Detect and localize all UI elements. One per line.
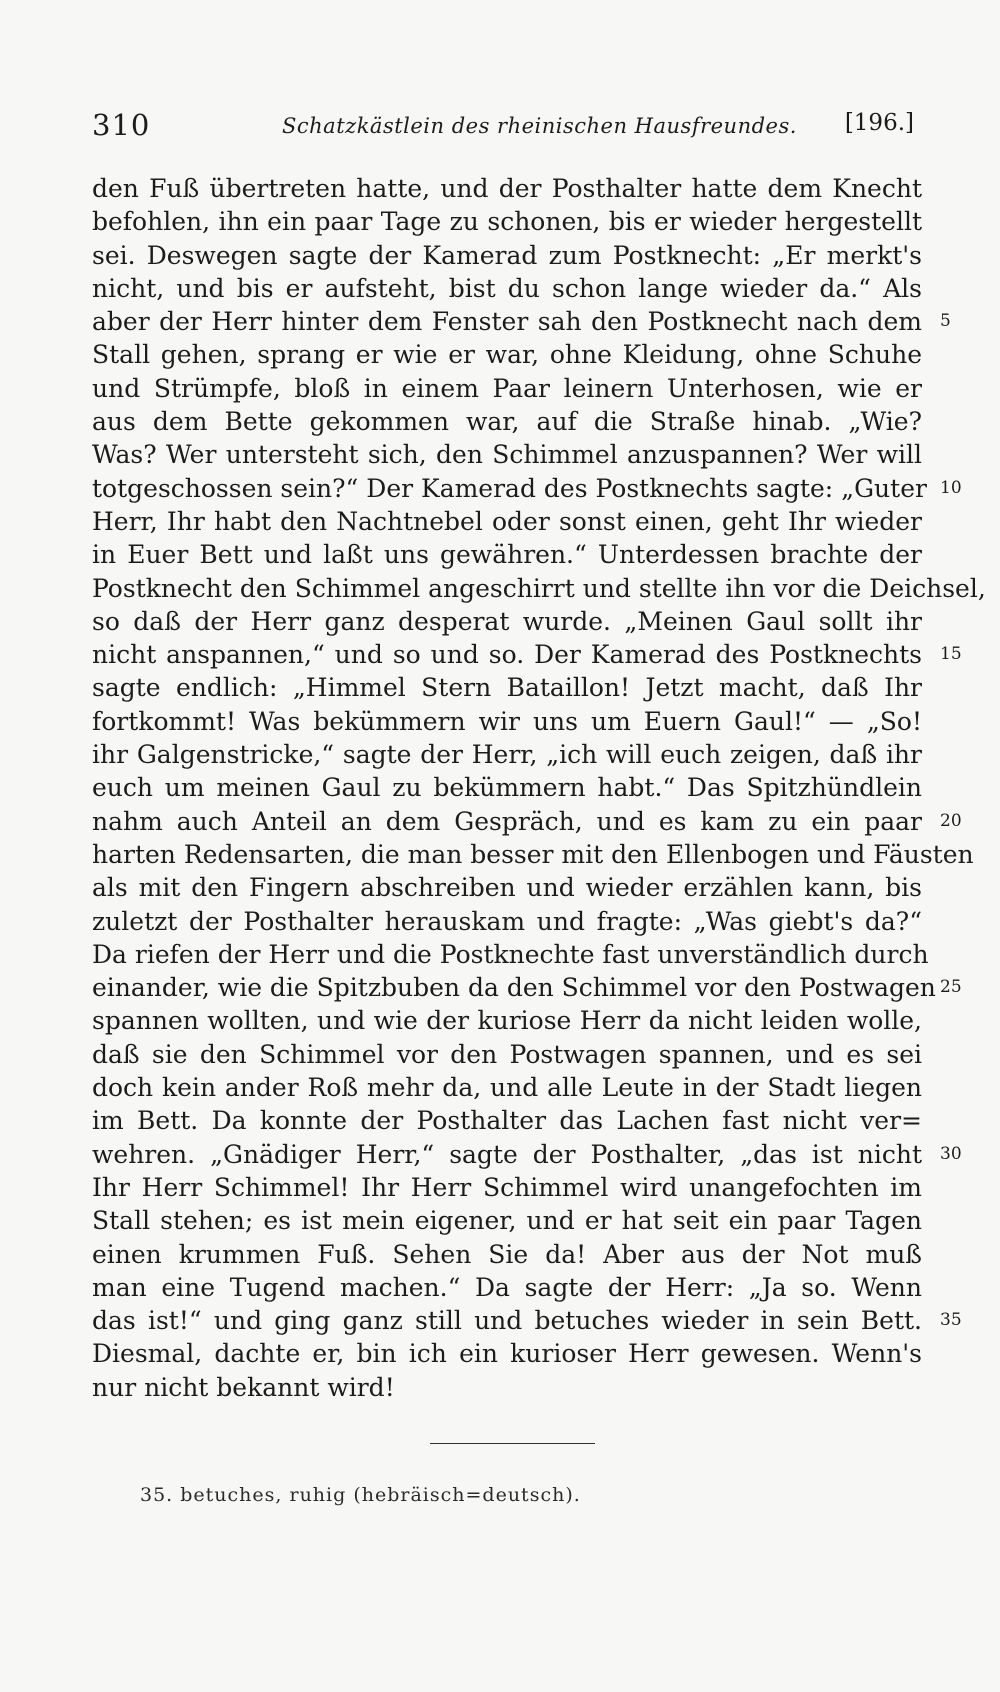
text-line	[92, 1371, 922, 1404]
text-line	[92, 172, 922, 205]
line-text: totgeschossen sein?“ Der Kamerad des Postknechts sagte: „Guter	[92, 473, 927, 503]
line-text: Postknecht den Schimmel angeschirrt und stellte ihn vor die Deichsel,	[92, 573, 986, 603]
line-text: zuletzt der Posthalter herauskam und fragte: „Was giebt's da?“	[92, 906, 922, 936]
line-text: Stall stehen; es ist mein eigener, und er hat seit ein paar Tagen	[92, 1206, 922, 1236]
text-line	[92, 1104, 922, 1137]
line-text: ihr Galgenstricke,“ sagte der Herr, „ich will euch zeigen, daß ihr	[92, 740, 922, 770]
text-line	[92, 838, 974, 871]
text-line	[92, 239, 922, 272]
line-text: nur nicht bekannt wird!	[92, 1372, 395, 1402]
text-line	[92, 971, 962, 1004]
line-text: nicht anspannen,“ und so und so. Der Kamerad des Postknechts	[92, 640, 922, 670]
line-text: aus dem Bette gekommen war, auf die Straße hinab. „Wie?	[92, 407, 922, 437]
text-line	[92, 771, 922, 804]
text-line	[92, 338, 922, 371]
text-line	[92, 1138, 962, 1171]
line-text: spannen wollten, und wie der kuriose Herr da nicht leiden wolle,	[92, 1006, 922, 1036]
text-line	[92, 1238, 922, 1271]
text-line	[92, 605, 922, 638]
text-line	[92, 1304, 962, 1337]
line-text: im Bett. Da konnte der Posthalter das Lachen fast nicht ver=	[92, 1106, 922, 1136]
text-line	[92, 1337, 922, 1370]
text-line	[92, 1171, 922, 1204]
line-number: 20	[940, 810, 962, 831]
text-line	[92, 272, 922, 305]
line-text: sagte endlich: „Himmel Stern Bataillon! Jetzt macht, daß Ihr	[92, 673, 922, 703]
text-line	[92, 738, 922, 771]
text-line	[92, 1204, 922, 1237]
line-text: nicht, und bis er aufsteht, bist du schon lange wieder da.“ Als	[92, 273, 922, 303]
line-text: den Fuß übertreten hatte, und der Posthalter hatte dem Knecht	[92, 174, 922, 203]
line-text: einander, wie die Spitzbuben da den Schimmel vor den Postwagen	[92, 973, 936, 1003]
line-text: Diesmal, dachte er, bin ich ein kurioser Herr gewesen. Wenn's	[92, 1339, 922, 1369]
line-text: befohlen, ihn ein paar Tage zu schonen, bis er wieder hergestellt	[92, 207, 922, 237]
text-line	[92, 538, 922, 571]
text-line	[92, 438, 922, 471]
line-text: einen krummen Fuß. Sehen Sie da! Aber aus der Not muß	[92, 1239, 922, 1269]
line-number: 5	[940, 311, 951, 332]
line-text: daß sie den Schimmel vor den Postwagen spannen, und es sei	[92, 1039, 922, 1069]
line-text: doch kein ander Roß mehr da, und alle Leute in der Stadt liegen	[92, 1073, 922, 1103]
line-number: 25	[940, 977, 962, 998]
text-line	[92, 671, 922, 704]
footnote-divider	[430, 1443, 595, 1444]
line-text: so daß der Herr ganz desperat wurde. „Meinen Gaul sollt ihr	[92, 606, 922, 636]
text-line	[92, 305, 951, 338]
line-text: aber der Herr hinter dem Fenster sah den Postknecht nach dem	[92, 307, 922, 337]
line-text: Ihr Herr Schimmel! Ihr Herr Schimmel wird unangefochten im	[92, 1172, 922, 1202]
text-line	[92, 805, 962, 838]
text-line	[92, 1038, 922, 1071]
line-text: sei. Deswegen sagte der Kamerad zum Postknecht: „Er merkt's	[92, 240, 922, 270]
line-text: in Euer Bett und laßt uns gewähren.“ Unterdessen brachte der	[92, 540, 922, 570]
line-text: man eine Tugend machen.“ Da sagte der Herr: „Ja so. Wenn	[92, 1272, 922, 1302]
text-line	[92, 1271, 922, 1304]
line-text: euch um meinen Gaul zu bekümmern habt.“ Das Spitzhündlein	[92, 773, 922, 803]
text-line	[92, 205, 922, 238]
line-text: Da riefen der Herr und die Postknechte fast unverständlich durch	[92, 939, 929, 969]
footnote: 35. betuches, ruhig (hebräisch=deutsch).	[140, 1484, 581, 1506]
line-text: Stall gehen, sprang er wie er war, ohne Kleidung, ohne Schuhe	[92, 340, 922, 370]
text-line	[92, 871, 922, 904]
line-text: das ist!“ und ging ganz still und betuches wieder in sein Bett.	[92, 1306, 922, 1336]
text-line	[92, 638, 962, 671]
line-text: wehren. „Gnädiger Herr,“ sagte der Posthalter, „das ist nicht	[92, 1139, 922, 1169]
page-number: 310	[92, 108, 151, 142]
text-line	[92, 1071, 922, 1104]
line-text: als mit den Fingern abschreiben und wieder erzählen kann, bis	[92, 873, 922, 903]
text-line	[92, 472, 962, 505]
line-text: Herr, Ihr habt den Nachtnebel oder sonst einen, geht Ihr wieder	[92, 506, 922, 536]
line-number: 15	[940, 644, 962, 665]
text-line	[92, 938, 929, 971]
text-line	[92, 505, 922, 538]
text-line	[92, 372, 922, 405]
text-line	[92, 905, 922, 938]
running-title: Schatzkästlein des rheinischen Hausfreundes.	[282, 114, 797, 138]
line-number: 35	[940, 1310, 962, 1331]
body-text	[92, 172, 986, 1404]
text-line	[92, 405, 922, 438]
line-text: harten Redensarten, die man besser mit den Ellenbogen und Fäusten	[92, 839, 974, 869]
line-text: fortkommt! Was bekümmern wir uns um Euern Gaul!“ — „So!	[92, 706, 922, 736]
text-line	[92, 1004, 922, 1037]
line-number: 30	[940, 1143, 962, 1164]
text-line	[92, 572, 986, 605]
line-number: 10	[940, 477, 962, 498]
section-reference: [196.]	[844, 110, 914, 136]
line-text: und Strümpfe, bloß in einem Paar leinern Unterhosen, wie er	[92, 373, 922, 403]
text-line	[92, 705, 922, 738]
page-header	[92, 102, 914, 142]
line-text: Was? Wer untersteht sich, den Schimmel anzuspannen? Wer will	[92, 440, 922, 470]
line-text: nahm auch Anteil an dem Gespräch, und es kam zu ein paar	[92, 806, 922, 836]
